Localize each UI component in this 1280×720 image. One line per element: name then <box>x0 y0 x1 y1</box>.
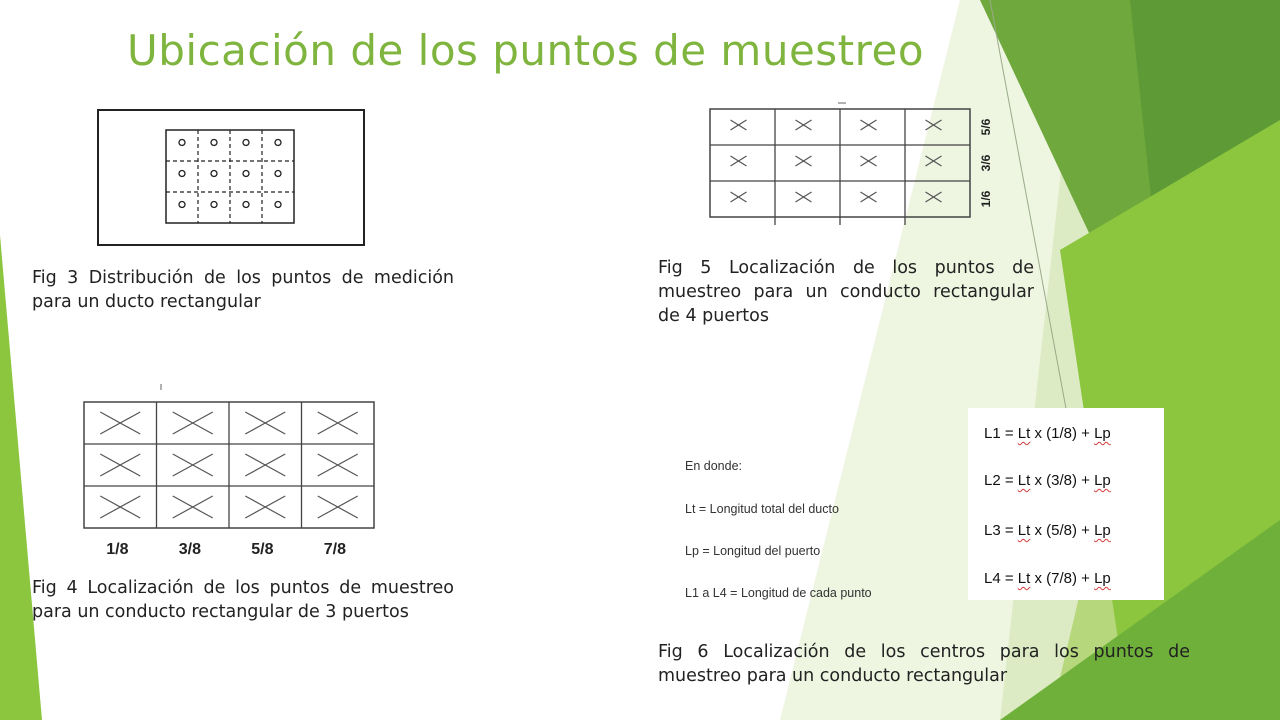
fig3-point-marker <box>179 140 185 146</box>
fig5-label: 5/6 <box>979 118 993 136</box>
fig6-caption: Fig 6 Localización de los centros para los puntos de muestreo para un conducto rectangular <box>658 642 1190 686</box>
fig4-diagram <box>76 380 382 562</box>
fig6-note-heading: En donde: <box>685 459 742 473</box>
fig4-label: 1/8 <box>106 541 129 558</box>
fig6-note-lp: Lp = Longitud del puerto <box>685 544 821 558</box>
fig3-point-marker <box>243 171 249 177</box>
fig3-point-marker <box>211 171 217 177</box>
formula-l4: L4 = Lt x (7/8) + Lp <box>984 570 1111 587</box>
fig3-point-marker <box>179 171 185 177</box>
fig5-caption: Fig 5 Localización de los puntos de muestreo para un conducto rectangular de 4 puertos <box>658 258 1034 326</box>
fig3-point-marker <box>179 202 185 208</box>
fig5-diagram <box>700 100 1000 230</box>
fig4-caption: Fig 4 Localización de los puntos de muestreo para un conducto rectangular de 3 puertos <box>32 578 454 622</box>
slide-title: Ubicación de los puntos de muestreo <box>127 26 925 75</box>
fig6-formula-box <box>968 408 1164 600</box>
fig5-label: 3/6 <box>979 154 993 172</box>
fig3-caption: Fig 3 Distribución de los puntos de medición para un ducto rectangular <box>32 268 454 312</box>
formula-l1: L1 = Lt x (1/8) + Lp <box>984 425 1111 442</box>
fig3-point-marker <box>275 140 281 146</box>
fig6-note-l1l4: L1 a L4 = Longitud de cada punto <box>685 586 872 600</box>
fig3-point-marker <box>275 171 281 177</box>
fig5-label: 1/6 <box>979 190 993 208</box>
fig4-label: 5/8 <box>251 541 274 558</box>
fig4-label: 7/8 <box>323 541 346 558</box>
fig3-diagram <box>96 108 368 248</box>
fig3-point-marker <box>243 202 249 208</box>
fig3-point-marker <box>211 202 217 208</box>
formula-l3: L3 = Lt x (5/8) + Lp <box>984 522 1111 539</box>
fig3-point-marker <box>243 140 249 146</box>
formula-l2: L2 = Lt x (3/8) + Lp <box>984 472 1111 489</box>
fig4-label: 3/8 <box>178 541 201 558</box>
fig3-point-marker <box>275 202 281 208</box>
fig6-note-lt: Lt = Longitud total del ducto <box>685 502 839 516</box>
fig3-point-marker <box>211 140 217 146</box>
